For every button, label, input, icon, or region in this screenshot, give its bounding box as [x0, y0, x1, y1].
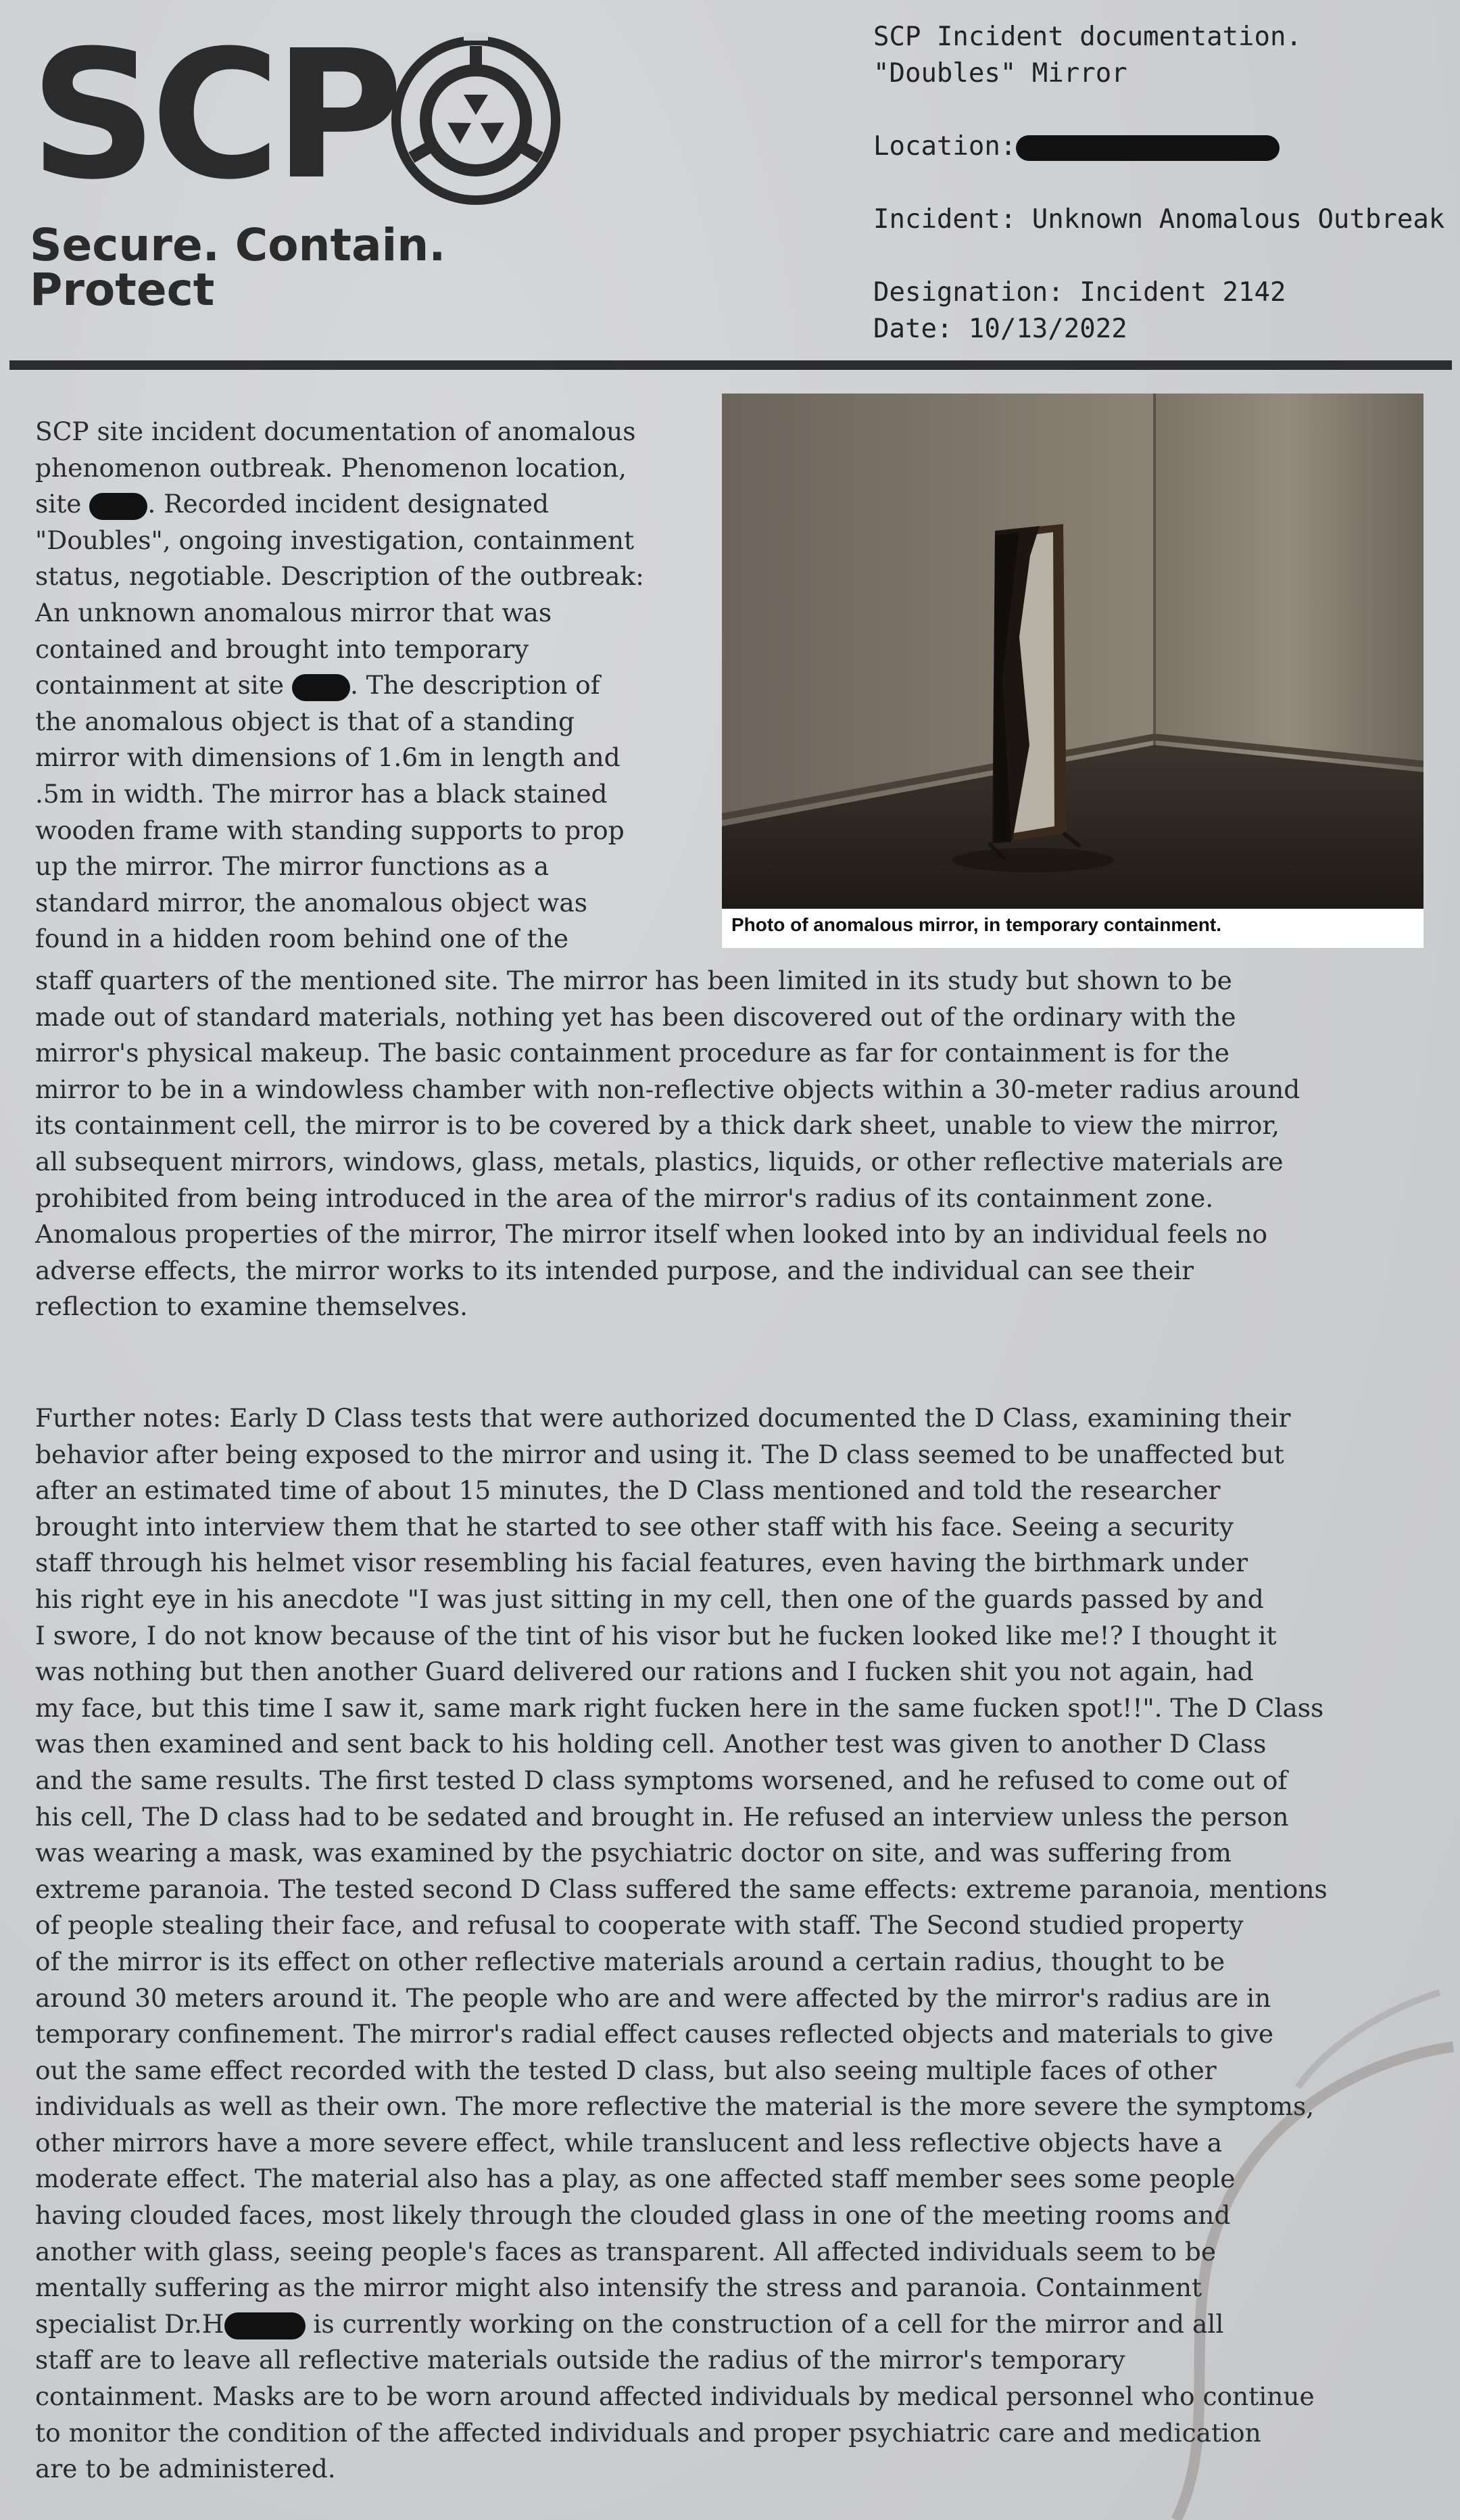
redaction-mark [89, 493, 147, 520]
redaction-mark [292, 674, 350, 701]
text-line: was then examined and sent back to his holding cell. Another test was given to another D Class [35, 1729, 1267, 1759]
scp-logo [30, 12, 570, 316]
text-line: of people stealing their face, and refusal to cooperate with staff. The Second studied property [35, 1910, 1244, 1941]
text-line: behavior after being exposed to the mirror and using it. The D class seemed to be unaffected but [35, 1439, 1284, 1469]
text-line: status, negotiable. Description of the outbreak: [35, 561, 644, 592]
text-line: "Doubles", ongoing investigation, containment [35, 525, 635, 555]
text-line: specialist Dr.H is currently working on the construction of a cell for the mirror and all [35, 2308, 1224, 2339]
mirror-photo [722, 394, 1424, 948]
text-line: and the same results. The first tested D class symptoms worsened, and he refused to come out of [35, 1765, 1288, 1795]
text-line: the anomalous object is that of a standing [35, 706, 575, 736]
incident-type: Incident: Unknown Anomalous Outbreak [873, 204, 1445, 235]
text-line: having clouded faces, most likely through the clouded glass in one of the meeting rooms and [35, 2200, 1231, 2231]
text-line: another with glass, seeing people's faces as transparent. All affected individuals seem to be [35, 2236, 1217, 2266]
text-line: was wearing a mask, was examined by the psychiatric doctor on site, and was suffering from [35, 1838, 1232, 1868]
text-line: found in a hidden room behind one of the [35, 924, 569, 954]
text-line: around 30 meters around it. The people who are and were affected by the mirror's radius are in [35, 1982, 1271, 2013]
incident-date: Date: 10/13/2022 [873, 314, 1127, 344]
logo-tagline: Secure. Contain. Protect [30, 219, 446, 316]
text-line: mirror's physical makeup. The basic containment procedure as far for containment is for the [35, 1038, 1230, 1068]
text-line: after an estimated time of about 15 minutes, the D Class mentioned and told the researcher [35, 1475, 1221, 1506]
incident-header [873, 19, 1448, 348]
text-line: made out of standard materials, nothing yet has been discovered out of the ordinary with the [35, 1001, 1236, 1032]
incident-designation: Designation: Incident 2142 [873, 277, 1286, 308]
text-line: An unknown anomalous mirror that was [35, 597, 552, 627]
text-line: phenomenon outbreak. Phenomenon location, [35, 452, 627, 483]
text-line: mirror with dimensions of 1.6m in length and [35, 742, 620, 773]
text-line: mentally suffering as the mirror might also intensify the stress and paranoia. Containment [35, 2273, 1202, 2303]
text-line: site . Recorded incident designated [35, 489, 550, 519]
logo-wordmark: SCP [30, 12, 397, 218]
text-line: staff quarters of the mentioned site. The mirror has been limited in its study but shown to be [35, 966, 1232, 995]
text-line: are to be administered. [35, 2454, 336, 2484]
text-line: to monitor the condition of the affected individuals and proper psychiatric care and medication [35, 2417, 1261, 2448]
text-line: of the mirror is its effect on other reflective materials around a certain radius, thought to be [35, 1946, 1225, 1976]
text-line: individuals as well as their own. The more reflective the material is the more severe the symptoms, [35, 2091, 1315, 2122]
paragraph-1-continued [35, 963, 1300, 1325]
text-line: extreme paranoia. The tested second D Class suffered the same effects: extreme paranoia, mentions [35, 1874, 1328, 1904]
document-subtitle: "Doubles" Mirror [873, 58, 1127, 89]
redaction-mark [224, 2312, 306, 2339]
text-line: other mirrors have a more severe effect, while translucent and less reflective objects have a [35, 2127, 1223, 2158]
text-line: temporary confinement. The mirror's radial effect causes reflected objects and materials to give [35, 2019, 1274, 2049]
text-line: my face, but this time I saw it, same mark right fucken here in the same fucken spot!!". The D Class [35, 1692, 1324, 1723]
text-line: adverse effects, the mirror works to its intended purpose, and the individual can see their [35, 1255, 1194, 1285]
text-line: containment at site . The description of [35, 670, 600, 700]
text-line: all subsequent mirrors, windows, glass, metals, plastics, liquids, or other reflective materials are [35, 1146, 1284, 1176]
text-line: .5m in width. The mirror has a black stained [35, 778, 608, 809]
text-line: up the mirror. The mirror functions as a [35, 851, 550, 882]
header-divider [9, 360, 1452, 370]
text-line: wooden frame with standing supports to prop [35, 815, 625, 845]
text-line: reflection to examine themselves. [35, 1291, 468, 1322]
text-line: moderate effect. The material also has a play, as one affected staff member sees some people [35, 2164, 1236, 2194]
text-line: containment. Masks are to be worn around affected individuals by medical personnel who continue [35, 2381, 1315, 2412]
text-line: brought into interview them that he started to see other staff with his face. Seeing a security [35, 1511, 1234, 1542]
paragraph-1-intro [35, 414, 644, 957]
document-title: SCP Incident documentation. [873, 22, 1302, 52]
text-line: his cell, The D class had to be sedated and brought in. He refused an interview unless the person [35, 1801, 1289, 1832]
scp-foundation-emblem-icon [388, 32, 564, 208]
text-line: mirror to be in a windowless chamber with non-reflective objects within a 30-meter radius around [35, 1074, 1300, 1104]
text-line: his right eye in his anecdote "I was just sitting in my cell, then one of the guards passed by and [35, 1584, 1264, 1614]
text-line: staff are to leave all reflective materials outside the radius of the mirror's temporary [35, 2345, 1125, 2375]
text-line: out the same effect recorded with the tested D class, but also seeing multiple faces of other [35, 2055, 1217, 2085]
text-line: Further notes: Early D Class tests that were authorized documented the D Class, examining their [35, 1403, 1291, 1433]
location-row [873, 128, 1448, 165]
mirror-photo-image [722, 394, 1424, 909]
text-line: I swore, I do not know because of the tint of his visor but he fucken looked like me!? I thought it [35, 1620, 1277, 1650]
text-line: Anomalous properties of the mirror, The mirror itself when looked into by an individual feels no [35, 1219, 1268, 1250]
text-line: staff through his helmet visor resembling his facial features, even having the birthmark under [35, 1548, 1248, 1578]
location-label: Location: [873, 131, 1017, 162]
text-line: was nothing but then another Guard delivered our rations and I fucken shit you not again, had [35, 1657, 1254, 1687]
paragraph-2-further-notes [35, 1400, 1328, 2488]
text-line: standard mirror, the anomalous object was [35, 887, 587, 918]
text-line: contained and brought into temporary [35, 634, 529, 664]
photo-caption: Photo of anomalous mirror, in temporary containment. [731, 914, 1221, 935]
text-line: its containment cell, the mirror is to be covered by a thick dark sheet, unable to view the mirror, [35, 1110, 1280, 1141]
text-line: prohibited from being introduced in the area of the mirror's radius of its containment zone. [35, 1183, 1214, 1213]
location-redaction [1016, 135, 1280, 161]
text-line: SCP site incident documentation of anomalous [35, 417, 636, 446]
